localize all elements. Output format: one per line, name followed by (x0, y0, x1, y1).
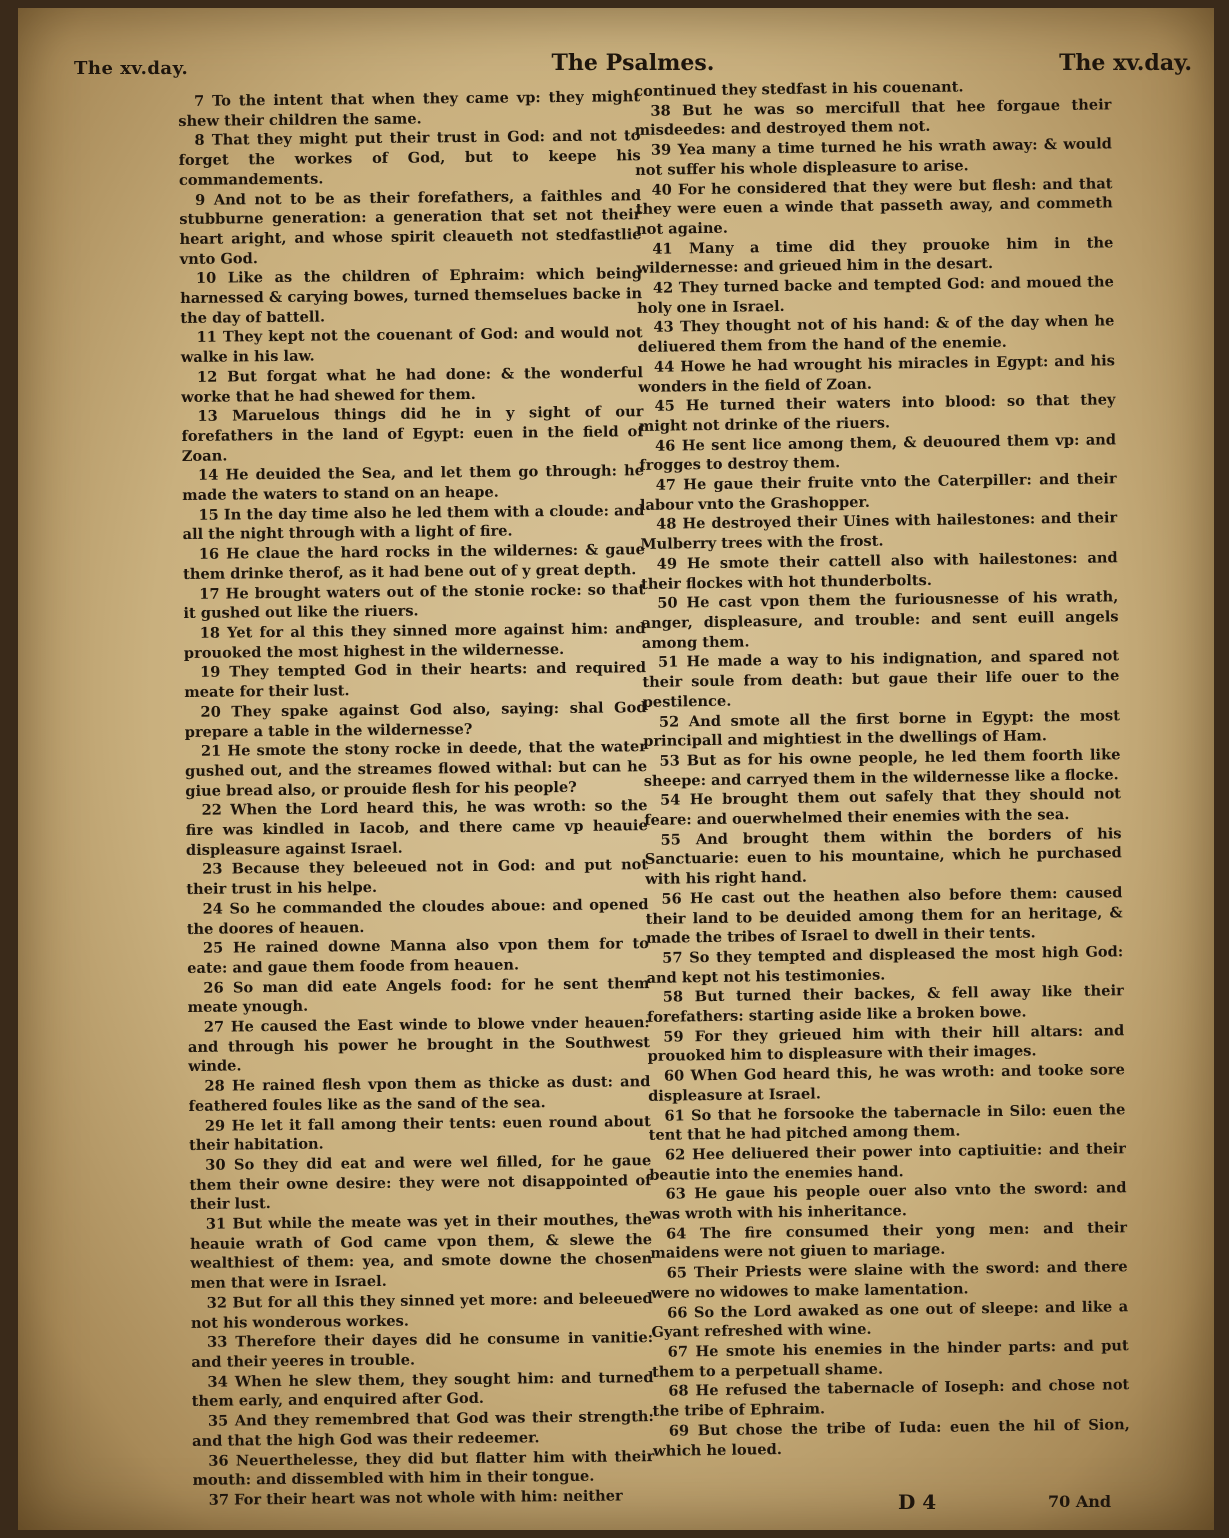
verse: 8 That they might put their trust in God: and not to forget the workes of God, but to keepe his commandements. (178, 127, 641, 189)
verse: 25 He rained downe Manna also vpon them for to eate: and gaue them foode from heauen. (187, 935, 650, 977)
verse: 62 Hee deliuered their power into captiuitie: and their beautie into the enemies hand. (649, 1140, 1127, 1184)
verse: 28 He rained flesh vpon them as thicke as dust: and feathered foules like as the sand of the sea. (188, 1073, 651, 1115)
right-column (634, 75, 1130, 1461)
verse: 64 The fire consumed their yong men: and their maidens were not giuen to mariage. (650, 1219, 1128, 1263)
verse: 59 For they grieued him with their hill altars: and prouoked him to displeasure with their images. (647, 1021, 1125, 1066)
verse: 54 He brought them out safely that they should not feare: and ouerwhelmed their enemies with the sea. (644, 785, 1122, 829)
verse: 69 But chose the tribe of Iuda: euen the hil of Sion, which he loued. (652, 1416, 1130, 1460)
header-left: The xv.day. (74, 58, 189, 79)
verse: 34 When he slew them, they sought him: and turned them early, and enquired after God. (191, 1368, 654, 1411)
verse: 37 For their heart was not whole with him: neither (208, 1487, 623, 1509)
verse: 58 But turned their backes, & fell away like their forefathers: starting aside like a broken bowe. (646, 982, 1124, 1026)
verse: 42 They turned backe and tempted God: and moued the holy one in Israel. (637, 273, 1114, 317)
verse: 61 So that he forsooke the tabernacle in Silo: euen the tent that he had pitched among them. (648, 1100, 1126, 1145)
verse: 23 Because they beleeued not in God: and put not their trust in his helpe. (186, 856, 649, 899)
verse: 22 When the Lord heard this, he was wroth: so the fire was kindled in Iacob, and there came vp heauie displeasure against Israel. (185, 797, 648, 859)
verse: 30 So they did eat and were wel filled, for he gaue them their owne desire: they were not disappointed of their lust. (189, 1152, 652, 1214)
verse: 47 He gaue their fruite vnto the Caterpiller: and their labour vnto the Grashopper. (639, 470, 1117, 514)
verse: 32 But for all this they sinned yet more: and beleeued not his wonderous workes. (190, 1289, 653, 1332)
verse: 51 He made a way to his indignation, and spared not their soule from death: but gaue their life ouer to the pestilence. (642, 647, 1120, 711)
verse: 50 He cast vpon them the furiousnesse of his wrath, anger, displeasure, and trouble: and sent euill angels among them. (641, 588, 1119, 652)
verse: 14 He deuided the Sea, and let them go through: he made the waters to stand on an heape. (182, 462, 645, 505)
verse: 57 So they tempted and displeased the most high God: and kept not his testimonies. (646, 943, 1124, 987)
verse: 39 Yea many a time turned he his wrath away: & would not suffer his whole displeasure to arise. (635, 135, 1113, 179)
verse: 67 He smote his enemies in the hinder parts: and put them to a perpetuall shame. (651, 1337, 1129, 1381)
verse: 43 They thought not of his hand: & of the day when he deliuered them from the hand of the enemie. (637, 312, 1115, 357)
verse: 35 And they remembred that God was their strength: and that the high God was their redeemer. (192, 1408, 654, 1450)
verse: 65 Their Priests were slaine with the sword: and there were no widowes to make lamentation. (650, 1258, 1128, 1302)
header-title: The Psalmes. (551, 50, 715, 76)
verse: 55 And brought them within the borders of his Sanctuarie: euen to his mountaine, which he purchased with his right hand. (644, 824, 1122, 889)
verse: 10 Like as the children of Ephraim: which being harnessed & carying bowes, turned themselues backe in the day of battell. (180, 265, 643, 327)
verse: 66 So the Lord awaked as one out of sleepe: and like a Gyant refreshed with wine. (651, 1297, 1129, 1342)
verse: 60 When God heard this, he was wroth: and tooke sore displeasure at Israel. (648, 1061, 1125, 1105)
verse: 49 He smote their cattell also with hailestones: and their flockes with hot thunderbolts. (640, 549, 1118, 593)
verse: 12 But forgat what he had done: & the wonderful worke that he had shewed for them. (181, 363, 644, 406)
verse: 44 Howe he had wrought his miracles in Egypt: and his wonders in the field of Zoan. (638, 352, 1116, 396)
verse: 16 He claue the hard rocks in the wildernes: & gaue them drinke therof, as it had bene out of y great depth. (182, 541, 645, 583)
verse: 40 For he considered that they were but flesh: and that they were euen a winde that passeth away, and commeth not againe. (635, 174, 1113, 238)
verse: 21 He smote the stony rocke in deede, that the water gushed out, and the streames flowed withal: but can he giue bread also, or prouide flesh for his people? (185, 738, 648, 800)
verse: 41 Many a time did they prouoke him in the wildernesse: and grieued him in the desart. (636, 233, 1114, 278)
verse: 13 Maruelous things did he in y sight of our forefathers in the land of Egypt: euen in the field of Zoan. (181, 403, 644, 465)
verse: 36 Neuerthelesse, they did but flatter him with their mouth: and dissembled with him in their tongue. (192, 1447, 655, 1490)
verse: 11 They kept not the couenant of God: and would not walke in his law. (180, 324, 643, 367)
verse: continued they stedfast in his couenant. (634, 78, 964, 100)
verse: 27 He caused the East winde to blowe vnder heauen: and through his power he brought in the Southwest winde. (187, 1014, 651, 1076)
verse: 20 They spake against God also, saying: shal God prepare a table in the wildernesse? (184, 698, 647, 741)
header-right: The xv.day. (1059, 50, 1192, 76)
page (18, 8, 1214, 1530)
verse: 9 And not to be as their forefathers, a faithles and stubburne generation: a generation that set not their heart aright, and whose spirit cleaueth not stedfastlie vnto God. (179, 186, 642, 268)
verse: 68 He refused the tabernacle of Ioseph: and chose not the tribe of Ephraim. (652, 1376, 1130, 1420)
verse: 33 Therefore their dayes did he consume in vanitie: and their yeeres in trouble. (191, 1329, 654, 1371)
catchword: 70 And (1048, 1492, 1112, 1511)
left-column (178, 87, 655, 1510)
verse: 38 But he was so mercifull that hee forgaue their misdeedes: and destroyed them not. (634, 96, 1112, 140)
verse: 63 He gaue his people ouer also vnto the sword: and was wroth with his inheritance. (649, 1179, 1127, 1223)
verse: 46 He sent lice among them, & deuoured them vp: and frogges to destroy them. (639, 430, 1117, 475)
verse: 26 So man did eate Angels food: for he sent them meate ynough. (187, 974, 650, 1017)
verse: 7 To the intent that when they came vp: they might shew their children the same. (178, 88, 641, 130)
verse: 45 He turned their waters into blood: so that they might not drinke of the riuers. (638, 391, 1116, 435)
verse: 56 He cast out the heathen also before them: caused their land to be deuided among them for an heritage, & made the tribes of Israel to dwell in their tents. (645, 884, 1123, 948)
signature-mark: D 4 (898, 1490, 937, 1514)
verse: 31 But while the meate was yet in their mouthes, the heauie wrath of God came vpon them, & slewe the wealthiest of them: yea, and smote downe the chosen men that were in Israel. (189, 1211, 653, 1293)
verse: 24 So he commanded the cloudes aboue: and opened the doores of heauen. (186, 895, 649, 938)
verse: 18 Yet for al this they sinned more against him: and prouoked the most highest in the wildernesse. (183, 620, 646, 662)
verse: 48 He destroyed their Uines with hailestones: and their Mulberry trees with the frost. (640, 509, 1118, 554)
verse: 29 He let it fall among their tents: euen round about their habitation. (188, 1112, 651, 1155)
verse: 19 They tempted God in their hearts: and required meate for their lust. (184, 659, 647, 702)
verse: 52 And smote all the first borne in Egypt: the most principall and mightiest in the dwellings of Ham. (643, 706, 1121, 751)
verse: 15 In the day time also he led them with a cloude: and all the night through with a light of fire. (182, 501, 645, 544)
verse: 17 He brought waters out of the stonie rocke: so that it gushed out like the riuers. (183, 580, 646, 623)
verse: 53 But as for his owne people, he led them foorth like sheepe: and carryed them in the wildernesse like a flocke. (643, 746, 1121, 790)
